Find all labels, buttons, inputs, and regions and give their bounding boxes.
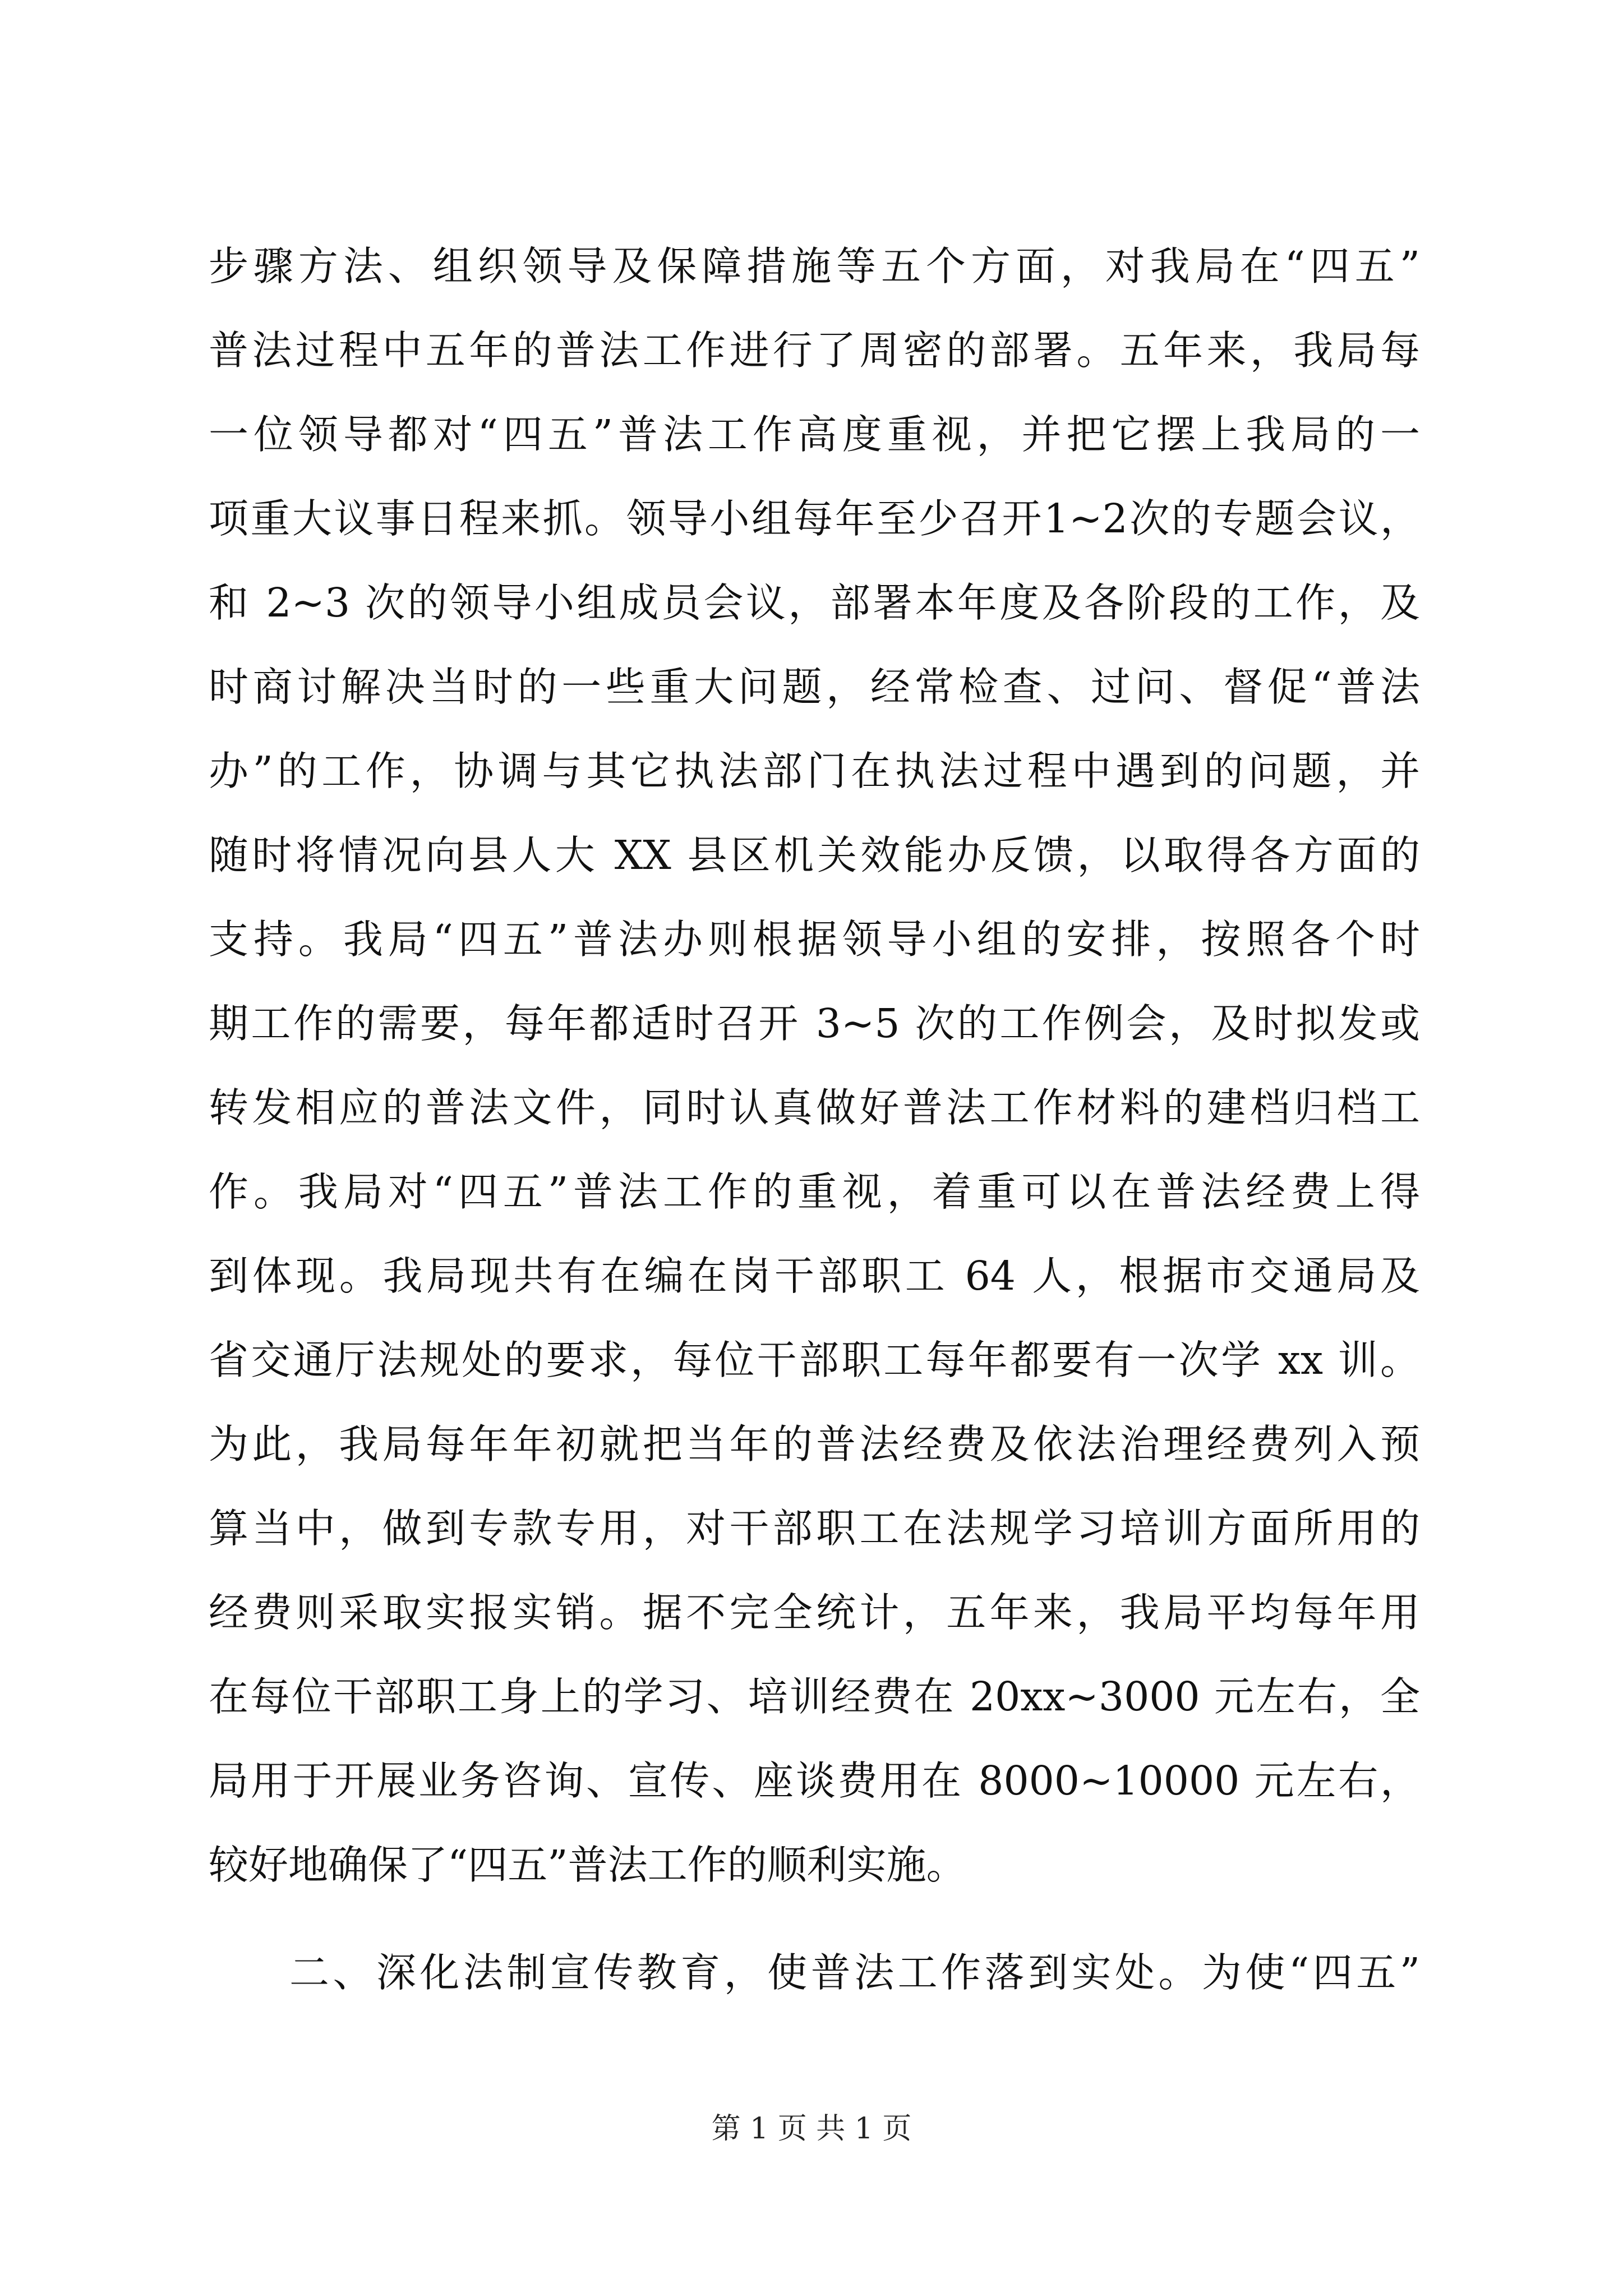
text-line: 时商讨解决当时的一些重大问题，经常检查、过问、督促“普法 bbox=[209, 664, 1420, 710]
page-footer bbox=[0, 2109, 1623, 2148]
text-line: 支持。我局“四五”普法办则根据领导小组的安排，按照各个时 bbox=[209, 916, 1420, 963]
text-line: 办”的工作，协调与其它执法部门在执法过程中遇到的问题，并 bbox=[209, 748, 1420, 794]
text-line: 转发相应的普法文件，同时认真做好普法工作材料的建档归档工 bbox=[209, 1084, 1420, 1131]
text-line: 期工作的需要，每年都适时召开 3~5 次的工作例会，及时拟发或 bbox=[209, 1000, 1420, 1047]
paragraph-2 bbox=[209, 1931, 1420, 2015]
text-line: 局用于开展业务咨询、宣传、座谈费用在 8000~10000 元左右， bbox=[209, 1757, 1420, 1804]
text-line: 随时将情况向县人大 XX 县区机关效能办反馈，以取得各方面的 bbox=[209, 832, 1420, 878]
text-line: 到体现。我局现共有在编在岗干部职工 64 人，根据市交通局及 bbox=[209, 1253, 1420, 1299]
text-line: 较好地确保了“四五”普法工作的顺利实施。 bbox=[209, 1842, 966, 1888]
text-line: 普法过程中五年的普法工作进行了周密的部署。五年来，我局每 bbox=[209, 327, 1420, 374]
text-line: 和 2~3 次的领导小组成员会议，部署本年度及各阶段的工作，及 bbox=[209, 579, 1420, 626]
text-line: 作。我局对“四五”普法工作的重视，着重可以在普法经费上得 bbox=[209, 1168, 1420, 1215]
text-line: 二、深化法制宣传教育，使普法工作落到实处。为使“四五” bbox=[289, 1949, 1420, 1996]
text-line: 为此，我局每年年初就把当年的普法经费及依法治理经费列入预 bbox=[209, 1421, 1420, 1467]
paragraph-gap bbox=[209, 1907, 1420, 1931]
text-line: 省交通厅法规处的要求，每位干部职工每年都要有一次学 xx 训。 bbox=[209, 1337, 1420, 1383]
text-line: 经费则采取实报实销。据不完全统计，五年来，我局平均每年用 bbox=[209, 1589, 1420, 1636]
text-line: 算当中，做到专款专用，对干部职工在法规学习培训方面所用的 bbox=[209, 1505, 1420, 1552]
text-line: 在每位干部职工身上的学习、培训经费在 20xx~3000 元左右，全 bbox=[209, 1673, 1420, 1720]
text-line: 步骤方法、组织领导及保障措施等五个方面，对我局在“四五” bbox=[209, 243, 1420, 289]
text-line: 项重大议事日程来抓。领导小组每年至少召开1~2次的专题会议， bbox=[209, 495, 1420, 542]
paragraph-1 bbox=[209, 224, 1420, 1907]
text-line: 一位领导都对“四五”普法工作高度重视，并把它摆上我局的一 bbox=[209, 411, 1420, 458]
document-body bbox=[209, 224, 1420, 2015]
page-number: 第 1 页 共 1 页 bbox=[711, 2112, 912, 2146]
